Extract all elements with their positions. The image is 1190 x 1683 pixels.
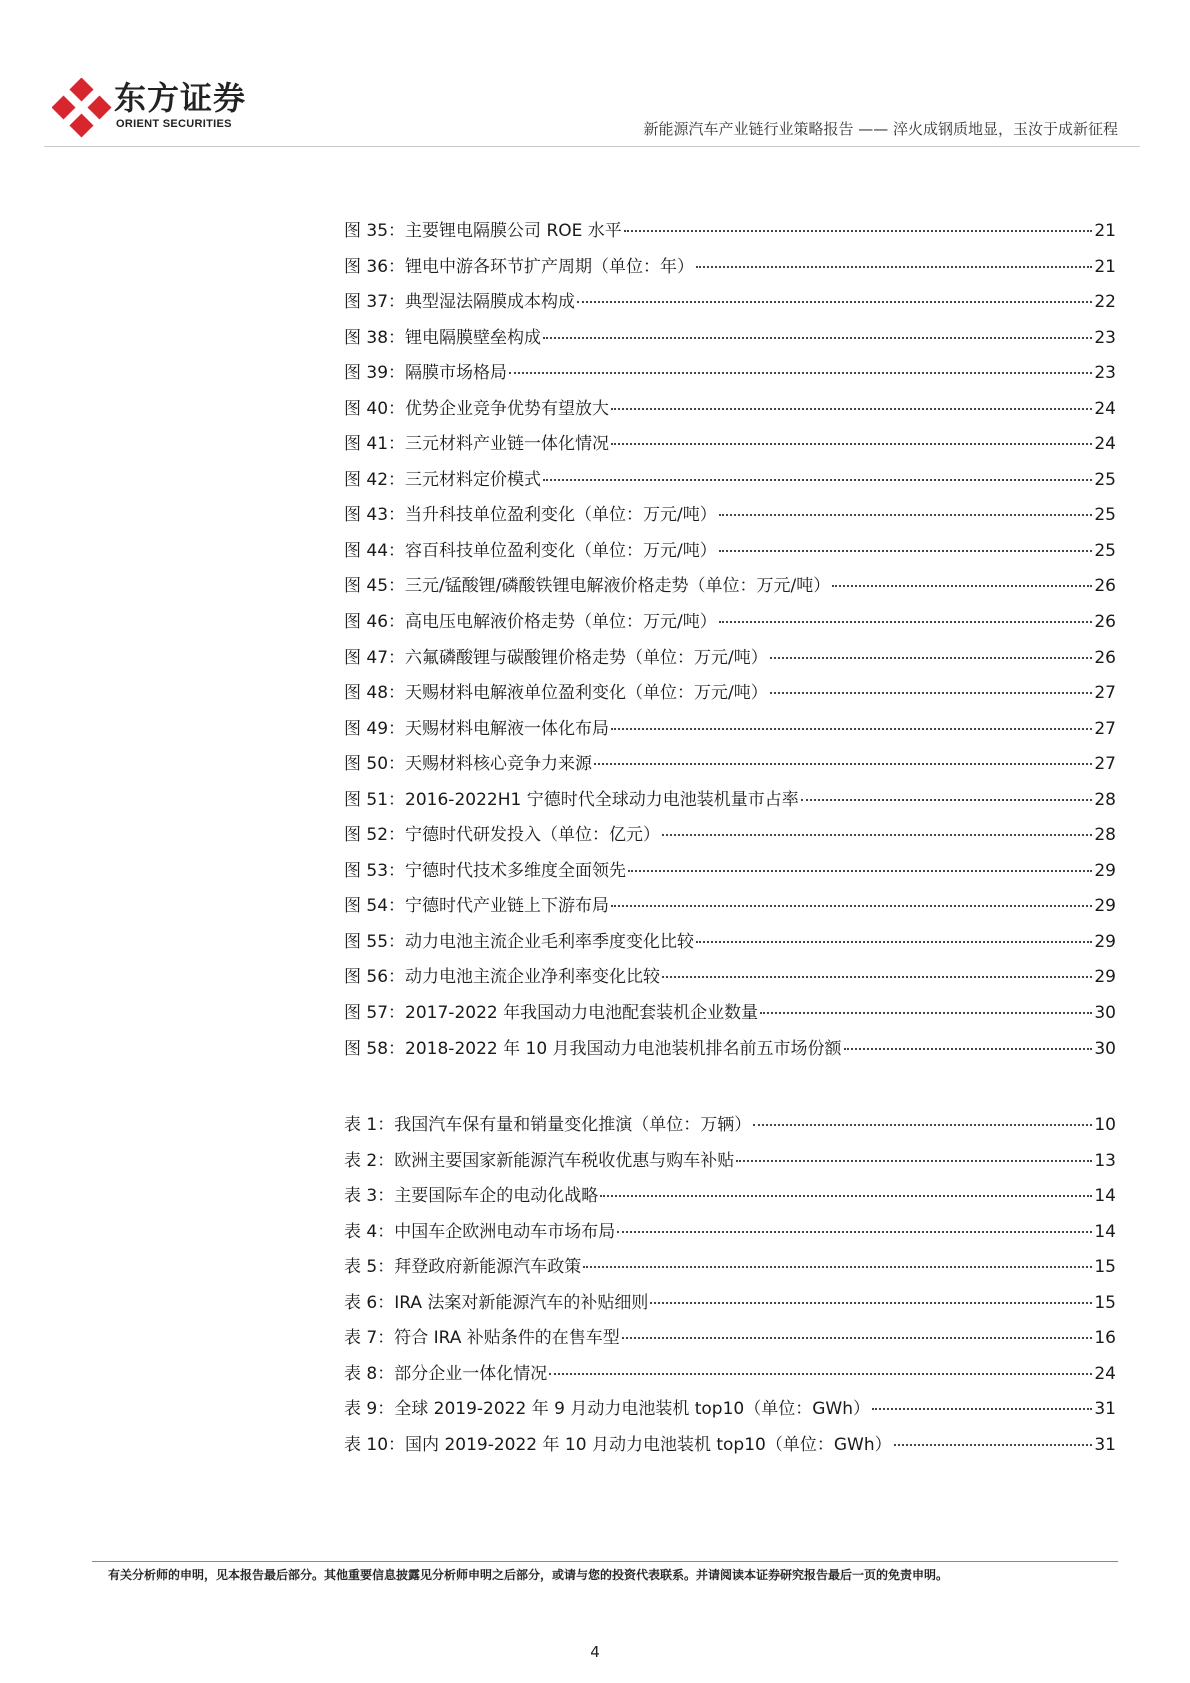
page-number: 4 xyxy=(590,1643,600,1661)
dot-leader xyxy=(801,799,1093,801)
entry-label: 图 49： xyxy=(344,718,406,739)
entry-label: 图 36： xyxy=(344,256,406,277)
dot-leader xyxy=(872,1408,1092,1410)
entry-label: 表 9： xyxy=(344,1399,395,1420)
entry-title: 锂电中游各环节扩产周期（单位：年） xyxy=(405,256,695,277)
entry-title: 宁德时代产业链上下游布局 xyxy=(405,896,610,917)
entry-title: 部分企业一体化情况 xyxy=(394,1363,548,1384)
entry-label: 图 46： xyxy=(344,612,406,633)
entry-page-number: 28 xyxy=(1094,789,1116,810)
figure-toc-entry[interactable] xyxy=(344,1002,1116,1038)
entry-page-number: 25 xyxy=(1094,505,1116,526)
entry-title: 拜登政府新能源汽车政策 xyxy=(394,1257,582,1278)
figure-toc-entry[interactable] xyxy=(344,575,1116,611)
entry-page-number: 31 xyxy=(1094,1399,1116,1420)
table-toc-entry[interactable] xyxy=(344,1221,1116,1257)
entry-label: 图 55： xyxy=(344,931,406,952)
entry-page-number: 25 xyxy=(1094,540,1116,561)
entry-page-number: 23 xyxy=(1094,327,1116,348)
dot-leader xyxy=(719,550,1093,552)
entry-page-number: 26 xyxy=(1094,647,1116,668)
entry-label: 图 56： xyxy=(344,967,406,988)
entry-label: 表 6： xyxy=(344,1292,395,1313)
entry-title: 天赐材料核心竞争力来源 xyxy=(405,754,593,775)
entry-label: 图 54： xyxy=(344,896,406,917)
dot-leader xyxy=(894,1444,1093,1446)
table-toc-entry[interactable] xyxy=(344,1185,1116,1221)
entry-page-number: 27 xyxy=(1094,718,1116,739)
entry-label: 图 38： xyxy=(344,327,406,348)
figure-toc-entry[interactable] xyxy=(344,433,1116,469)
dot-leader xyxy=(594,763,1092,765)
entry-label: 表 10： xyxy=(344,1434,406,1455)
entry-label: 表 1： xyxy=(344,1115,395,1135)
entry-title: 三元材料产业链一体化情况 xyxy=(405,434,610,455)
entry-page-number: 24 xyxy=(1094,1363,1116,1384)
figure-toc-entry[interactable] xyxy=(344,931,1116,967)
entry-page-number: 28 xyxy=(1094,825,1116,846)
entry-page-number: 30 xyxy=(1094,1038,1116,1059)
figure-toc-entry[interactable] xyxy=(344,860,1116,896)
table-toc-entry[interactable] xyxy=(344,1114,1116,1150)
entry-title: 天赐材料电解液单位盈利变化（单位：万元/吨） xyxy=(405,683,768,704)
report-title: 新能源汽车产业链行业策略报告 —— 淬火成钢质地显，玉汝于成新征程 xyxy=(643,120,1118,138)
dot-leader xyxy=(622,1337,1093,1339)
entry-title: 国内 2019-2022 年 10 月动力电池装机 top10（单位：GWh） xyxy=(405,1434,892,1455)
footer-divider xyxy=(92,1561,1118,1562)
entry-label: 图 47： xyxy=(344,647,406,668)
header-divider xyxy=(44,146,1140,147)
entry-title: 典型湿法隔膜成本构成 xyxy=(405,292,576,313)
entry-title: 六氟磷酸锂与碳酸锂价格走势（单位：万元/吨） xyxy=(405,647,768,668)
entry-page-number: 24 xyxy=(1094,434,1116,455)
table-toc-entry[interactable] xyxy=(344,1363,1116,1399)
dot-leader xyxy=(650,1302,1092,1304)
entry-page-number: 29 xyxy=(1094,896,1116,917)
entry-title: 天赐材料电解液一体化布局 xyxy=(405,718,610,739)
entry-page-number: 21 xyxy=(1094,256,1116,277)
entry-title: 主要锂电隔膜公司 ROE 水平 xyxy=(405,221,622,241)
table-toc-entry[interactable] xyxy=(344,1150,1116,1186)
entry-label: 图 40： xyxy=(344,398,406,419)
entry-page-number: 26 xyxy=(1094,612,1116,633)
table-toc-entry[interactable] xyxy=(344,1256,1116,1292)
entry-label: 图 53： xyxy=(344,860,406,881)
entry-page-number: 29 xyxy=(1094,931,1116,952)
entry-page-number: 29 xyxy=(1094,967,1116,988)
figure-toc-list xyxy=(344,220,1116,1073)
entry-label: 图 44： xyxy=(344,540,406,561)
figure-toc-entry[interactable] xyxy=(344,540,1116,576)
entry-page-number: 16 xyxy=(1094,1328,1116,1349)
entry-page-number: 23 xyxy=(1094,363,1116,384)
dot-leader xyxy=(662,834,1092,836)
dot-leader xyxy=(696,266,1092,268)
dot-leader xyxy=(696,941,1092,943)
entry-label: 表 4： xyxy=(344,1221,395,1242)
table-toc-list xyxy=(344,1114,1116,1469)
entry-page-number: 27 xyxy=(1094,754,1116,775)
dot-leader xyxy=(611,728,1092,730)
entry-label: 图 43： xyxy=(344,505,406,526)
figure-toc-entry[interactable] xyxy=(344,824,1116,860)
entry-title: 主要国际车企的电动化战略 xyxy=(394,1186,599,1207)
dot-leader xyxy=(736,1160,1092,1162)
entry-title: IRA 法案对新能源汽车的补贴细则 xyxy=(394,1292,649,1313)
figure-toc-entry[interactable] xyxy=(344,1038,1116,1074)
figure-toc-entry[interactable] xyxy=(344,611,1116,647)
entry-title: 三元材料定价模式 xyxy=(405,469,542,490)
entry-page-number: 14 xyxy=(1094,1186,1116,1207)
dot-leader xyxy=(611,408,1092,410)
entry-page-number: 25 xyxy=(1094,469,1116,490)
entry-title: 中国车企欧洲电动车市场布局 xyxy=(394,1221,616,1242)
entry-page-number: 15 xyxy=(1094,1257,1116,1278)
dot-leader xyxy=(844,1048,1093,1050)
entry-title: 动力电池主流企业净利率变化比较 xyxy=(405,967,661,988)
entry-page-number: 13 xyxy=(1094,1150,1116,1171)
entry-title: 高电压电解液价格走势（单位：万元/吨） xyxy=(405,612,717,633)
dot-leader xyxy=(611,443,1092,445)
entry-page-number: 21 xyxy=(1094,221,1116,241)
entry-page-number: 15 xyxy=(1094,1292,1116,1313)
figure-toc-entry[interactable] xyxy=(344,895,1116,931)
entry-label: 表 5： xyxy=(344,1257,395,1278)
entry-title: 我国汽车保有量和销量变化推演（单位：万辆） xyxy=(394,1115,752,1135)
entry-page-number: 24 xyxy=(1094,398,1116,419)
table-toc-entry[interactable] xyxy=(344,1327,1116,1363)
table-toc-entry[interactable] xyxy=(344,1292,1116,1328)
dot-leader xyxy=(543,337,1092,339)
entry-page-number: 22 xyxy=(1094,292,1116,313)
entry-label: 图 57： xyxy=(344,1003,406,1024)
dot-leader xyxy=(628,870,1092,872)
figure-toc-entry[interactable] xyxy=(344,398,1116,434)
entry-title: 隔膜市场格局 xyxy=(405,363,508,384)
dot-leader xyxy=(662,976,1092,978)
dot-leader xyxy=(543,479,1092,481)
entry-title: 欧洲主要国家新能源汽车税收优惠与购车补贴 xyxy=(394,1150,735,1171)
figure-toc-entry[interactable] xyxy=(344,469,1116,505)
dot-leader xyxy=(600,1195,1092,1197)
entry-label: 图 48： xyxy=(344,683,406,704)
entry-page-number: 10 xyxy=(1094,1115,1116,1135)
dot-leader xyxy=(577,301,1092,303)
figure-toc-entry[interactable] xyxy=(344,256,1116,292)
table-toc-entry[interactable] xyxy=(344,1434,1116,1470)
entry-title: 宁德时代研发投入（单位：亿元） xyxy=(405,825,661,846)
entry-label: 图 41： xyxy=(344,434,406,455)
dot-leader xyxy=(509,372,1092,374)
entry-title: 2017-2022 年我国动力电池配套装机企业数量 xyxy=(405,1003,759,1024)
figure-toc-entry[interactable] xyxy=(344,753,1116,789)
figure-toc-entry[interactable] xyxy=(344,789,1116,825)
table-toc-entry[interactable] xyxy=(344,1398,1116,1434)
entry-label: 图 58： xyxy=(344,1038,406,1059)
entry-label: 图 45： xyxy=(344,576,406,597)
entry-title: 全球 2019-2022 年 9 月动力电池装机 top10（单位：GWh） xyxy=(394,1399,870,1420)
figure-toc-entry[interactable] xyxy=(344,327,1116,363)
entry-label: 图 51： xyxy=(344,789,406,810)
entry-page-number: 31 xyxy=(1094,1434,1116,1455)
entry-title: 宁德时代技术多维度全面领先 xyxy=(405,860,627,881)
figure-toc-entry[interactable] xyxy=(344,682,1116,718)
entry-label: 图 39： xyxy=(344,363,406,384)
figure-toc-entry[interactable] xyxy=(344,647,1116,683)
dot-leader xyxy=(624,230,1093,232)
dot-leader xyxy=(719,514,1093,516)
dot-leader xyxy=(719,621,1093,623)
entry-label: 表 3： xyxy=(344,1186,395,1207)
dot-leader xyxy=(611,905,1092,907)
dot-leader xyxy=(760,1012,1092,1014)
company-logo xyxy=(52,78,252,138)
entry-label: 图 42： xyxy=(344,469,406,490)
figure-toc-entry[interactable] xyxy=(344,220,1116,256)
entry-page-number: 26 xyxy=(1094,576,1116,597)
entry-label: 表 8： xyxy=(344,1363,395,1384)
figure-toc-entry[interactable] xyxy=(344,966,1116,1002)
entry-title: 2018-2022 年 10 月我国动力电池装机排名前五市场份额 xyxy=(405,1038,842,1059)
entry-title: 2016-2022H1 宁德时代全球动力电池装机量市占率 xyxy=(405,789,799,810)
disclaimer-text: 有关分析师的申明，见本报告最后部分。其他重要信息披露见分析师申明之后部分，或请与您的投资代表联系。并请阅读本证券研究报告最后一页的免责申明。 xyxy=(108,1568,949,1582)
figure-toc-entry[interactable] xyxy=(344,504,1116,540)
entry-label: 图 52： xyxy=(344,825,406,846)
entry-page-number: 27 xyxy=(1094,683,1116,704)
entry-label: 图 37： xyxy=(344,292,406,313)
entry-page-number: 29 xyxy=(1094,860,1116,881)
entry-label: 图 50： xyxy=(344,754,406,775)
dot-leader xyxy=(753,1124,1092,1126)
figure-toc-entry[interactable] xyxy=(344,362,1116,398)
dot-leader xyxy=(617,1231,1092,1233)
entry-label: 图 35： xyxy=(344,221,406,241)
logo-english-name: ORIENT SECURITIES xyxy=(116,118,232,130)
entry-title: 优势企业竞争优势有望放大 xyxy=(405,398,610,419)
dot-leader xyxy=(549,1373,1092,1375)
dot-leader xyxy=(770,692,1093,694)
entry-label: 表 7： xyxy=(344,1328,395,1349)
entry-page-number: 14 xyxy=(1094,1221,1116,1242)
dot-leader xyxy=(583,1266,1092,1268)
figure-toc-entry[interactable] xyxy=(344,718,1116,754)
entry-title: 当升科技单位盈利变化（单位：万元/吨） xyxy=(405,505,717,526)
entry-page-number: 30 xyxy=(1094,1003,1116,1024)
orient-securities-logo-icon xyxy=(52,78,112,138)
entry-title: 容百科技单位盈利变化（单位：万元/吨） xyxy=(405,540,717,561)
logo-chinese-name: 东方证券 xyxy=(114,79,247,117)
entry-title: 锂电隔膜壁垒构成 xyxy=(405,327,542,348)
dot-leader xyxy=(832,585,1092,587)
entry-title: 符合 IRA 补贴条件的在售车型 xyxy=(394,1328,620,1349)
dot-leader xyxy=(770,657,1093,659)
entry-title: 三元/锰酸锂/磷酸铁锂电解液价格走势（单位：万元/吨） xyxy=(405,576,831,597)
figure-toc-entry[interactable] xyxy=(344,291,1116,327)
entry-title: 动力电池主流企业毛利率季度变化比较 xyxy=(405,931,695,952)
entry-label: 表 2： xyxy=(344,1150,395,1171)
